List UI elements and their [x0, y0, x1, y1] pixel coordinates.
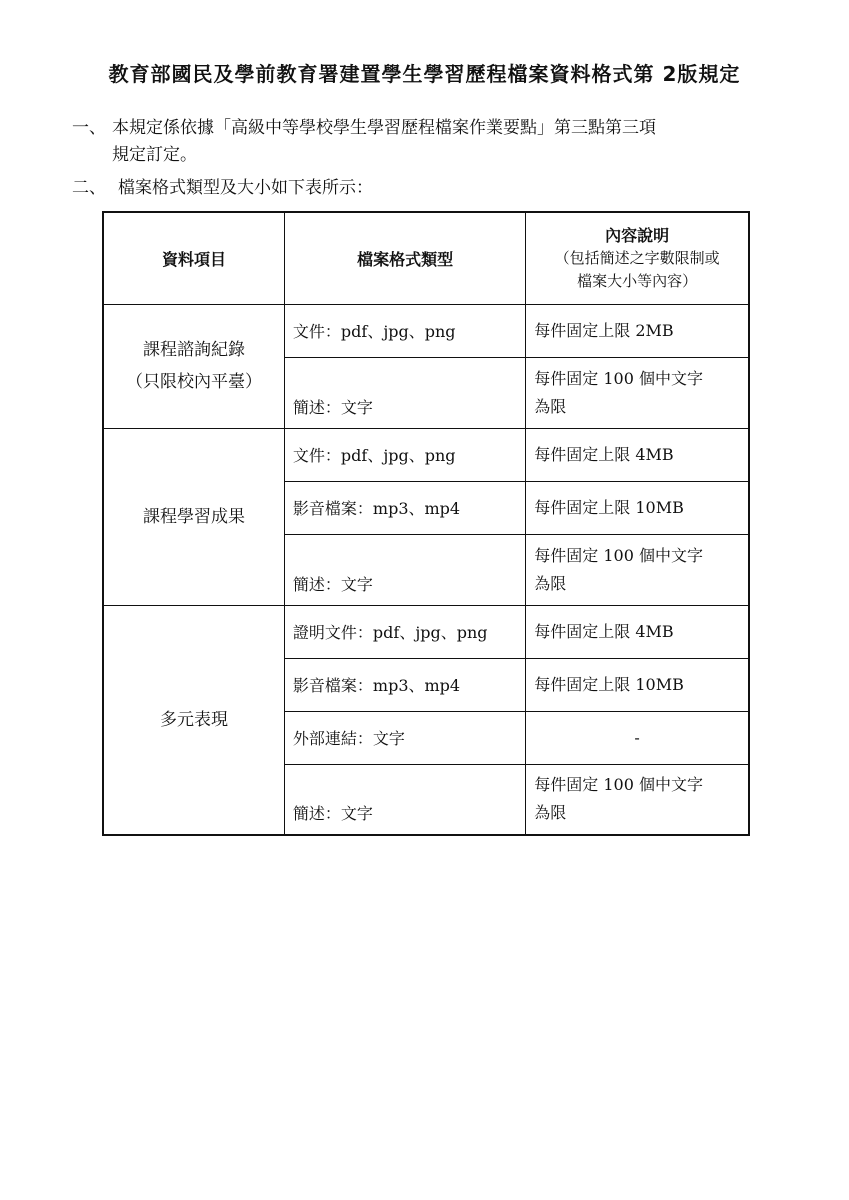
table-row: [103, 304, 749, 357]
category-cell: [103, 428, 284, 605]
description-cell: [526, 481, 749, 534]
section-1-text-line-2: 規定訂定。: [112, 145, 197, 165]
file-type-cell: 影音檔案：mp3、mp4: [284, 481, 525, 534]
description-line: 每件固定 100 個中文字: [534, 775, 703, 795]
description-line: 每件固定上限 4MB: [534, 621, 674, 641]
description-cell: [526, 428, 749, 481]
table-header-row: [103, 212, 749, 304]
description-cell: [526, 711, 749, 764]
table-row: [103, 605, 749, 658]
category-name: 多元表現: [159, 709, 228, 730]
description-cell: [526, 304, 749, 357]
file-type-cell: 簡述：文字: [284, 534, 525, 605]
section-1-number: 一、: [72, 118, 106, 138]
description-line: 每件固定 100 個中文字: [534, 368, 703, 388]
file-type-cell: 簡述：文字: [284, 764, 525, 835]
category-name: 課程諮詢紀錄: [142, 340, 245, 360]
description-cell: [526, 658, 749, 711]
description-cell: [526, 357, 749, 428]
header-item: 資料項目: [103, 212, 284, 304]
category-cell: [103, 304, 284, 428]
category-name: 課程學習成果: [142, 506, 245, 527]
header-description: [526, 212, 749, 304]
section-2-number: 二、: [72, 178, 106, 198]
file-type-cell: 外部連結：文字: [284, 711, 525, 764]
section-1-text-line-1: 本規定係依據「高級中等學校學生學習歷程檔案作業要點」第三點第三項: [112, 118, 656, 138]
description-cell: [526, 534, 749, 605]
description-line: 為限: [534, 396, 567, 416]
description-line: 為限: [534, 573, 567, 593]
file-type-cell: 文件：pdf、jpg、png: [284, 428, 525, 481]
section-2-text: 檔案格式類型及大小如下表所示：: [118, 178, 373, 198]
category-cell: [103, 605, 284, 835]
description-line: 每件固定上限 10MB: [534, 497, 684, 517]
file-type-cell: 影音檔案：mp3、mp4: [284, 658, 525, 711]
description-cell: [526, 764, 749, 835]
document-title: 教育部國民及學前教育署建置學生學習歷程檔案資料格式第 2版規定: [108, 62, 741, 86]
header-description-note-line-1: （包括簡述之字數限制或: [554, 248, 720, 267]
file-type-cell: 證明文件：pdf、jpg、png: [284, 605, 525, 658]
description-line: 每件固定上限 2MB: [534, 320, 674, 340]
description-line: 每件固定 100 個中文字: [534, 545, 703, 565]
description-line: 為限: [534, 803, 567, 823]
category-note: （只限校內平臺）: [125, 372, 262, 392]
file-format-table: [102, 211, 750, 836]
description-line: 每件固定上限 4MB: [534, 444, 674, 464]
description-line: -: [634, 727, 640, 747]
description-line: 每件固定上限 10MB: [534, 674, 684, 694]
header-file-type: 檔案格式類型: [284, 212, 525, 304]
description-cell: [526, 605, 749, 658]
table-row: [103, 428, 749, 481]
file-type-cell: 簡述：文字: [284, 357, 525, 428]
header-description-note-line-2: 檔案大小等內容）: [577, 271, 698, 290]
file-type-cell: 文件：pdf、jpg、png: [284, 304, 525, 357]
header-description-title: 內容說明: [605, 225, 670, 245]
